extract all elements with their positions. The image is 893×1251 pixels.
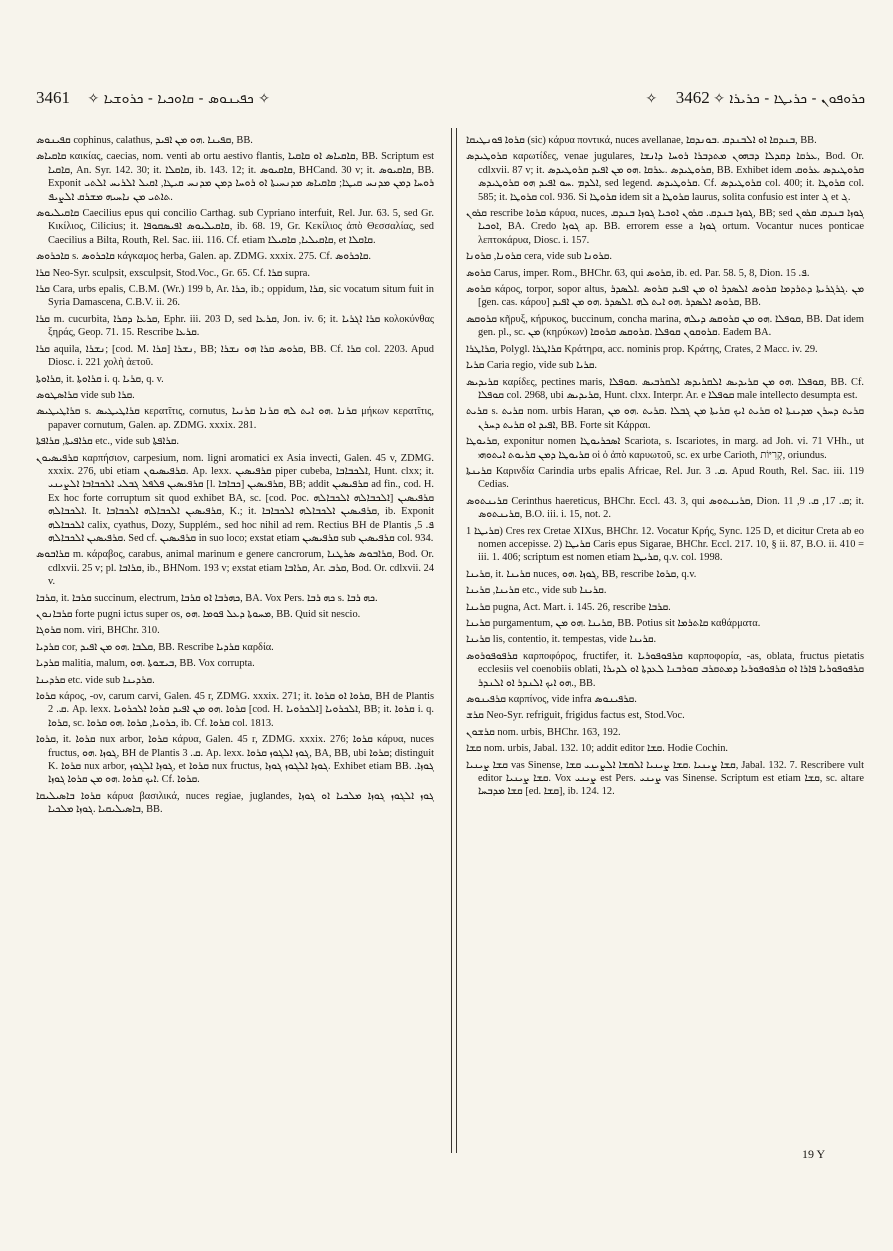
dictionary-entry: ܩܪܫܘܢ nom. urbis, BHChr. 163, 192. [466, 726, 621, 738]
dictionary-entry: ܩܪܝܢܬܘܣ Cerinthus haereticus, BHChr. Eccl. 43. 3, qui ܩܪܝܢܬܘܣ, Dion. ܩ. 17, ܩ. 9, 11; it. ܩܪܝܢܬܘܣ, B.O. iii. i. 15, not. 2. [466, 495, 864, 521]
dictionary-entry: ܩܪܝܕܝܣ καρίδες, pectines maris, ܩܘܦܠܐ .ܗܘ ܡܢ ܩܪܝܕܝܣ ܐܠܩܪܝܕܣ ܐܠܩܪܒܝܣ .ܩܘܦܠܐ, BB. Cf. ܩܘܦܠܐ col. 2968, ubi ܩܪܝܕܝܣ, Hunt. clxx. Interpr. Ar. e ܩܘܦܠܐ male intellecto desumpta est. [466, 376, 864, 401]
dictionary-entry: ܩܪܘܐ ܒܐܣܝܠܝܩܐ κάρυα βασιλικά, nuces regiae, juglandes, ܓܘܙ ܐܠܓܘܙ ܓܘܙܐ ܡܠܟܝܐ ܐܘ ܓܘܙܐ ܒܐܣܝܠܝܩܝܐ .ܓܘܙܐ ܡܠܟܝܐ, BB. [36, 790, 434, 816]
dictionary-entry: ܩܪܘܣ κάρος, torpor, sopor altus, ܡܢ .ܓܪܓܪܝܬܐ ܕܬܪܕܡܐ ܩܪܘܣ ܐܠܣܕܪ ܐܘ ܡܢ ܐܦܝܕ ܩܪܘܣ .ܐܠܣܕܪ [gen. cas. κάρου] ܩܪܘܣ ܐܠܣܕܪ .ܗܘ ܐܝܬ ܠܗ .ܐܠܣܕܪ .ܗܘ ܡܢ ܐܦܝܕ, BB. [466, 284, 865, 309]
dictionary-entry: ܩܪܝܢܐ purgamentum, ܩܪܝܢܐ .ܗܘ ܡܢ, BB. Potius sit ܩܐܬܪܡܐ καθάρματα. [466, 618, 761, 629]
dictionary-entry: ܩܪܦܝܢܘܣ καρπίνος, vide infra ܩܪܦܝܢܘܣ. [466, 694, 637, 706]
dictionary-entry: ܩܦܝܢܘܣ cophinus, calathus, ܩܦܝܢܐ .ܗܘ ܡܢ ܐܦܝܕ, BB. [36, 135, 253, 146]
dictionary-entry: ܩܪܘܐ κάρος, -ον, carum carvi, Galen. 45 r, ZDMG. xxxix. 271; it. ܩܪܘܐ ܐܘ ܩܪܘܐ, BH de Plantis ܩ. 2. Ap. lexx. ܩܪܘܐ .ܗܘ ܡܢ ܐܦܝܕ ܩܪܘܐ ܐܠܟܪܘܝܐ [cod. H. ܐܠܟܪܘܝܐ] ܐܠܟܪܘܝܐ, BB; it. ܩܪܘܐ i. q. ܩܪܘܐ, sc. ܟܪܘܝܐ, ܩܪܘܐ .ܗܘ ܩܪܘܐ, ib. Cf. ܩܪܘܐ col. 1813. [36, 691, 434, 729]
dictionary-entry: ܩܪܕܝܐ cor, ܩܠܒܐ .ܗܘ ܡܢ ܐܦܝܕ, BB. Rescribe ܩܪܕܝܐ καρδία. [36, 641, 274, 653]
dictionary-entry: ܩܪܐܘܬܐ, it. ܩܪܐܘܬܐ i. q. ܩܪܝܐ, q. v. [36, 373, 164, 385]
dictionary-entry: ܩܪܝܐ Caria regio, vide sub ܩܪܝܐ. [466, 360, 598, 372]
dictionary-entry: ܩܪܐ aquila, ܢܫܪܐ; [cod. M. ܩܪܐ] ܢܫܪܐ, BB; ܩܪܘܣ ܩܪܐ ܗܘ ܢܫܪܐ, BB. Cf. ܩܪܐ col. 2203. Apud Diosc. i. 221 χολὴ ἀετοῦ. [36, 343, 434, 369]
dictionary-entry: ܩܪܘܩܣ κῆρυξ, κήρυκος, buccinum, concha marina, ܩܘܦܠܐ .ܗܘ ܡܢ ܩܪܘܩܣ ܕܝܠܗ, BB. Dat idem gen. pl., sc. ܡܢ (κηρύκων) ܩܪܘܩܘܢ ܩܘܦܠܐ .ܩܪܘܩܣ ܩܪܘܩܐ. Eadem BA. [466, 313, 864, 339]
dictionary-entry: ܩܪܐܣܛܘܣ vide sub ܩܪܐ. [36, 389, 135, 401]
dictionary-entry: ܩܐܩܝܠܝܘܣ Caecilius epus qui concilio Carthag. sub Cypriano interfuit, Rel. Jur. 63. 5, sed Gr. Κικίλιος, Cilicius; it. ܩܐܩܝܠܝܘܣ ܐܦܝܣܩܘܦܐ, ib. 68. 19, Gr. Κεκίλιος ἀπὸ Θεσσαλίας, sed Caecilius a Bilta, Routh, Rel. Sac. iii. 116. Cf. etiam ܩܐܩܝܠܝܐ, ܩܐܩܝܠܐ, et ܩܐܩܠܐ. [36, 208, 434, 246]
left-header [36, 88, 270, 108]
column-divider [451, 128, 457, 1153]
dictionary-entry: ܩܪܐ Neo-Syr. sculpsit, exsculpsit, Stod.Voc., Gr. 65. Cf. ܩܪܐ supra. [36, 267, 310, 279]
dictionary-entry: ܩܪܐܛܝܛܝܣ s. ܩܪܐܛܝܛܝܣ κερατῖτις, cornutus, ܩܪܢܐ .ܗܘ ܐܝܬ ܠܗ ܩܪܢܐ ܩܪܢܝܐ μήκων κερατῖτις, papaver cornutum, Galen. ap. ZDMG. xxxix. 281. [36, 406, 434, 431]
dictionary-entry: ܩܪܒܐܢܘܢ forte pugni ictus super os, ܡܚܘܬܐ ܕܥܠ ܦܘܡܐ .ܗܘ, BB. Quid sit nescio. [36, 609, 361, 620]
dictionary-entry: ܩܪܝܢܐ, it. ܩܪܝܢܐ nuces, ܓܘܙܐ .ܗܘ, BB, rescribe ܩܪܘܐ, q.v. [466, 568, 697, 580]
right-page-number: 3462 [675, 88, 710, 107]
dictionary-entry: ܩܪܐܛܪܐ, Polygl. ܩܪܐܛܪܐ Κράτηρα, acc. nominis prop. Κράτης, Crates, 2 Macc. iv. 29. [466, 343, 818, 355]
dictionary-entry: ܩܪܝܛܐ 1) Cres rex Cretae XIXus, BHChr. 12. Vocatur Κρής, Sync. 125 D, et dicitur Creta ab eo nomen accepisse. 2) ܩܪܝܛܐ Caris epus Sigarae, BHChr. Eccl. 217. 10, § ii. 87, B.O. ii. 410 = iii. 1. 406; scriptum est nomen etiam ܩܪܝܛܐ, q.v. col. 1998. [466, 525, 864, 564]
dictionary-entry: ܩܪܘܢܐ, ܩܪܘܢܐ cera, vide sub ܩܪܘܢܐ. [466, 251, 612, 263]
left-running-title: ✧ ܟܦܝܢܘܣ - ܩܐܘܟܝܐ - ܟܪܘܫܝܐ ✧ [87, 91, 270, 107]
dictionary-entry: ܩܪܦܝܣܝܘܢ καρπήσιον, carpesium, nom. ligni aromatici ex Asia invecti, Galen. 45 v, ZDMG. xxxix. 276, ubi etiam ܩܪܦܝܣܝܘܢ. Ap. lexx. ܩܪܦܝܣܝܢ piper cubeba, ܐܠܟܒܐܒܐ, Hunt. clxx; it. ܩܪܦܝܣܝܢ ܦܠܦܠ ܓܒܠܝ ܐܠܟܒܐܒܐ ܐܠܨܝܢܝ [l. ܟܒܐܒܐ] ܩܪܦܝܣܝܢ, BB; addit ܩܪܦܝܣܝܢ ad fin., cod. H. Ex hoc forte corruptum sit quod exhibet BA, sc. [cod. Poc. ܐܠܟܒܐܠܗ ܐܠܟܒܐܠܗ] ܩܪܦܝܣܝܢ ܐܠܟܒܐܠܗ. It. ܩܪܦܝܣܝܢ ܐܠܟܒܐܠܗ ܐܠܟܒܐܒܐ, K.; it. ܩܪܦܝܣܝܢ ܐܠܟܒܐܠܗ ܐܠܟܒܐܒܐ, ib. Exponit ܐܠܟܒܐܠܗ calix, cyathus, Dozy, Supplém., sed hoc nihil ad rem. Rectius BH de Plantis ܦ. 5, ܩܪܦܝܣܝܢ ܐܠܟܒܐܠܗ. Sed cf. ܩܪܦܝܣܝܢ in suo loco; exstat etiam ܩܪܦܝܣܝܢ sub ܩܪܦܝܣܝܢ col. 934. [36, 452, 434, 544]
dictionary-entry: ܩܪܕܝܐ malitia, malum, ܒܝܫܘܬܐ .ܗܘ, BB. Vox corrupta. [36, 658, 255, 670]
dictionary-entry: ܩܪܝܢܐ pugna, Act. Mart. i. 145. 26, rescribe ܩܪܒܐ. [466, 601, 671, 613]
dictionary-entry: ܩܪܘܢ rescribe ܩܪܘܐ κάρυα, nuces, ܓܘܙܐ ܒܢܕܩ. ܩܪܘܢ ܐܘܟܝܐ ܓܘܙܐ ܒܢܕܩ, BB; sed ܓܘܙܐ ܒܢܕܩ ܩܪܘܢ ܐܘܟܝܐ, BA. Credo ܓܘܙܐ ap. BB. errorem esse a ܓܘܙܐ ortum. Vocantur nuces ponticae λεπτοκάρυα, Diosc. i. 157. [466, 208, 864, 246]
dictionary-entry: ܩܪܐܒܘܣ m. κάραβος, carabus, animal marinum e genere cancrorum, ܩܪܐܒܘܣ ܣܪܛܢܐ, Bod. Or. cdlxvii. 25 v; pl. ܩܪܐܒܐ, ib., BHNom. 193 v; exstat etiam ܩܪܐܒܐ, Ar. ܩܪܒ, Bod. Or. cdlxvii. 24 v. [36, 549, 435, 588]
dictionary-entry: ܩܪܘܓܐ nom. viri, BHChr. 310. [36, 625, 160, 637]
dictionary-entry: ܩܪܕܝܢܐ etc. vide sub ܩܪܕܝܢܐ. [36, 674, 155, 686]
dictionary-entry: ܩܪܝܬ s. ܩܪܝܬ nom. urbis Haran, ܩܪܝܬ ܕܚܪܢ ܡܕܝܢܬܐ ܐܘ ܩܪܝܬ ܐܝܟ ܩܪܝܬܐ ܡܢ ܓܒܠܐ .ܩܪܝܬ .ܗܘ ܡܢ ܐܦܝܕ ܐܘ ܩܪܝܬ ܕܚܪܢ, BB. Forte sit Κάρραι. [466, 406, 864, 431]
running-header [36, 88, 865, 114]
right-running-title: ✧ ܟܪܘܦܘܢ - ܟܪܝܛܐ - ܟܪܝܪܐ ✧ [645, 91, 865, 107]
dictionary-entry: ܩܪܫ Neo-Syr. refriguit, frigidus factus est, Stod.Voc. [466, 710, 685, 722]
dictionary-entry: ܩܪܘܛܝܕܣ καρωτίδες, venae jugulares, ܥܪܩܐ ܕܩܕܠܐ ܕܒܗܘܢ ܡܬܕܒܪܐ ܪܘܚܐ ܕܐܢܫܐ, Bod. Or. cdlxvii. 87 v; it. ܩܪܘܛܝܕܣ .ܥܪܩܐ .ܗܘ ܡܢ ܐܦܝܕ ܩܪܘܛܝܕܣ, BB. Exhibet idem ܩܪܘܛܝܕܣ ܥܪܘܩ ܐܠܕܡ .ܚܘ ܐܦܝܕ ܗܘ ܩܪܘܛܝܕܣ, sed legend. ܩܪܘܛܝܕܣ. Cf. ܩܪܘܛܝܕܣ col. 400; it. ܩܪܘܛܐ col. 585; it. ܩܪܘܛܐ col. 936. Si ܩܪܘܛܐ idem sit a ܩܪܘܛܐ laurus, solita confusio est inter ܓ et ܓ. [466, 151, 864, 203]
left-page-number: 3461 [36, 88, 70, 107]
dictionary-entry: ܩܪܘܐ, it. ܩܪܘܐ nux arbor, ܩܪܘܐ κάρυα, Galen. 45 r, ZDMG. xxxix. 276; ܩܪܘܐ κάρυα, nuces fructus, ܓܘܙܐ .ܗܘ, BH de Plantis ܩ. 3. Ap. lexx. ܓܘܙ ܐܠܓܘܙ ܩܪܘܐ, BA, BB, ubi ܩܪܘܐ; distinguit K. ܩܪܘܐ nux arbor, ܓܘܙܐ ܐܠܓܘܙ, et ܩܪܘܐ nux fructus, ܓܘܙܐ ܐܠܓܘܙ ܓܘܙܐ. Exhibet etiam BB. .ܓܘܙܐ ܐܝܟ ܩܪܘܐ .ܗܘ ܡܢ ܩܪܘܐ ܓܘܙܐ. Cf. ܩܪܘܐ. [36, 734, 434, 786]
right-header [646, 88, 866, 108]
left-column [36, 134, 434, 820]
dictionary-entry: ܩܐܟܪܘܣ s. ܩܐܟܪܘܣ κάγκαμος herba, Galen. ap. ZDMG. xxxix. 275. Cf. ܩܐܟܪܘܣ. [36, 251, 372, 263]
dictionary-entry: ܩܪܐܦܝܬܐ, ܩܪܐܦܬܐ etc., vide sub ܩܪܐܦܬܐ. [36, 436, 180, 448]
signature-mark: 19 Y [802, 1147, 826, 1161]
dictionary-entry: ܩܪܦܘܦܘܪܘܣ καρποφόρος, fructifer, it. ܩܪܦܘܦܘܪܝܐ καρποφορία, -as, oblata, fructus pietatis ecclesiis vel coenobiis oblati, ܩܪܦܘܦܘܪܝܐ ܦܐܪܐ ܐܘ ܩܪܦܘܦܘܪܝܐ ܕܡܬܩܪܒ ܩܘܪܒܢܐ ܠܥܕܬܐ ܐܘ ܠܕܝܪܐ .ܗܘ ܐܝܟ ܐܠܢܕܪ ܐܘ ܐܠܢܕܪ, BB. [466, 650, 864, 689]
dictionary-entry: ܩܫܐ nom. urbis, Jabal. 132. 10; addit editor ܩܫܐ. Hodie Cochin. [466, 743, 729, 755]
dictionary-entry: ܩܪܝܢܐ lis, contentio, it. tempestas, vide ܩܪܝܢܐ. [466, 634, 657, 646]
dictionary-entry: ܩܪܝܘܛܐ, exponitur nomen ܐܣܟܪܝܘܛܐ Scariota, s. Iscariotes, in marg. ad Joh. vi. 71 VHh., ut ܩܪܝܘܛܐ ܕܡܢ ܩܪܝܘܬ ܐܝܬܘܗܝ οἱ ὁ ἀπὸ καρυωτοῦ, sc. ex urbe Carioth, קְרִיּוֹת, oriundus. [466, 436, 864, 461]
dictionary-entry: ܩܪܝܢܬܐ Καρινδία Carindia urbs epalis Africae, Rel. Jur. ܩ. 3. Apud Routh, Rel. Sac. iii. 119 Cedias. [466, 465, 864, 491]
dictionary-entry: ܩܪܝܢܐ, ܩܪܝܢܐ etc., vide sub ܩܪܝܢܐ. [466, 585, 607, 597]
right-column [466, 134, 864, 802]
dictionary-entry: ܩܪܐ m. cucurbita, ܩܪܥܐ ܕܩܪܐ, Ephr. iii. 203 D, sed ܩܪܥܐ, Jon. iv. 6; it. ܩܪܐ ܐܓܪܝܐ κολοκύνθας ξηράς, Geop. 71. 15. Rescribe ܩܪܥܐ. [36, 313, 435, 339]
dictionary-entry: ܩܪܘܐ ܦܘܢܛܝܩܐ (sic) κάρυα ποντικά, nuces avellanae, ܒܢܕܩܐ ܐܘ ܐܠܒܢܕܩ .ܒܘܢܕܩܐ, BB. [466, 135, 817, 146]
dictionary-entry: ܩܪܒܐ, it. ܩܪܒܐ succinum, electrum, ܟܗܪܒܐ ܐܘ ܩܪܒܐ, BA. Vox Pers. ܟܗ ܪܒܐ s. ܟܗ ܪܒܐ. [36, 592, 378, 604]
dictionary-entry: ܩܐܩܝܐܣ καικίας, caecias, nom. venti ab ortu aestivo flantis, ܩܐܩܝܐܣ ܐܘ ܩܐܩܝܐ, BB. Scriptum est ܩܐܩܝܐ, An. Syr. 142. 30; it. ܩܐܩܠܐ, ib. 143. 12; it. ܩܐܩܝܘܣ, BHCand. 30 v; it. ܩܐܩܝܘܣ, BB. Exponit ܪܘܚܐ ܕܡܢ ܡܕܢܚ ܩܝܛܐ; ܩܐܩܝܐܣ ܡܕܢܚܝܬܐ ܐܘ ܪܘܚܐ ܕܡܢ ܡܕܢܚ ܩܝܛܐ, ܐܩܝܠ ܐܠܪܝܚ ܐܠܬܝ ܬܐܬܝ ܡܢ ܢܐܚܝܗ ܡܫܪܩ ܐܠܨܝܦ. [36, 151, 435, 203]
dictionary-entry: ܩܪܐ Cara, urbs epalis, C.B.M. (Wr.) 199 b, Ar. ܟܪܐ, ib.; oppidum, ܩܪܐ, sic vocatum situm fuit in Syria Damascena, C.B.V. ii. 26. [36, 284, 434, 309]
dictionary-entry: ܩܫܐ ܨܝܢܝܐ vas Sinense, ܩܫܐ ܨܝܢܝܐ .ܩܫܐ ܨܝܢܝܐ ܐܠܩܫܐ ܐܠܨܝܢܝ ܩܫܐ, Jabal. 132. 7. Rescribere vult editor ܩܫܐ ܨܝܢܝܐ. Vox ܨܝܢܝ est Pers. ܨܝܢܝ vas Sinense. Scriptum est etiam ܩܫܐ, sc. altare ܩܫܐ ܡܕܒܚܐ [ed. ܩܫܐ], ib. 124. 12. [466, 759, 864, 798]
dictionary-entry: ܩܪܘܣ Carus, imper. Rom., BHChr. 63, qui ܩܪܘܣ, ib. ed. Par. 58. 5, 8, Dion. ܦ. 15. [466, 267, 810, 279]
